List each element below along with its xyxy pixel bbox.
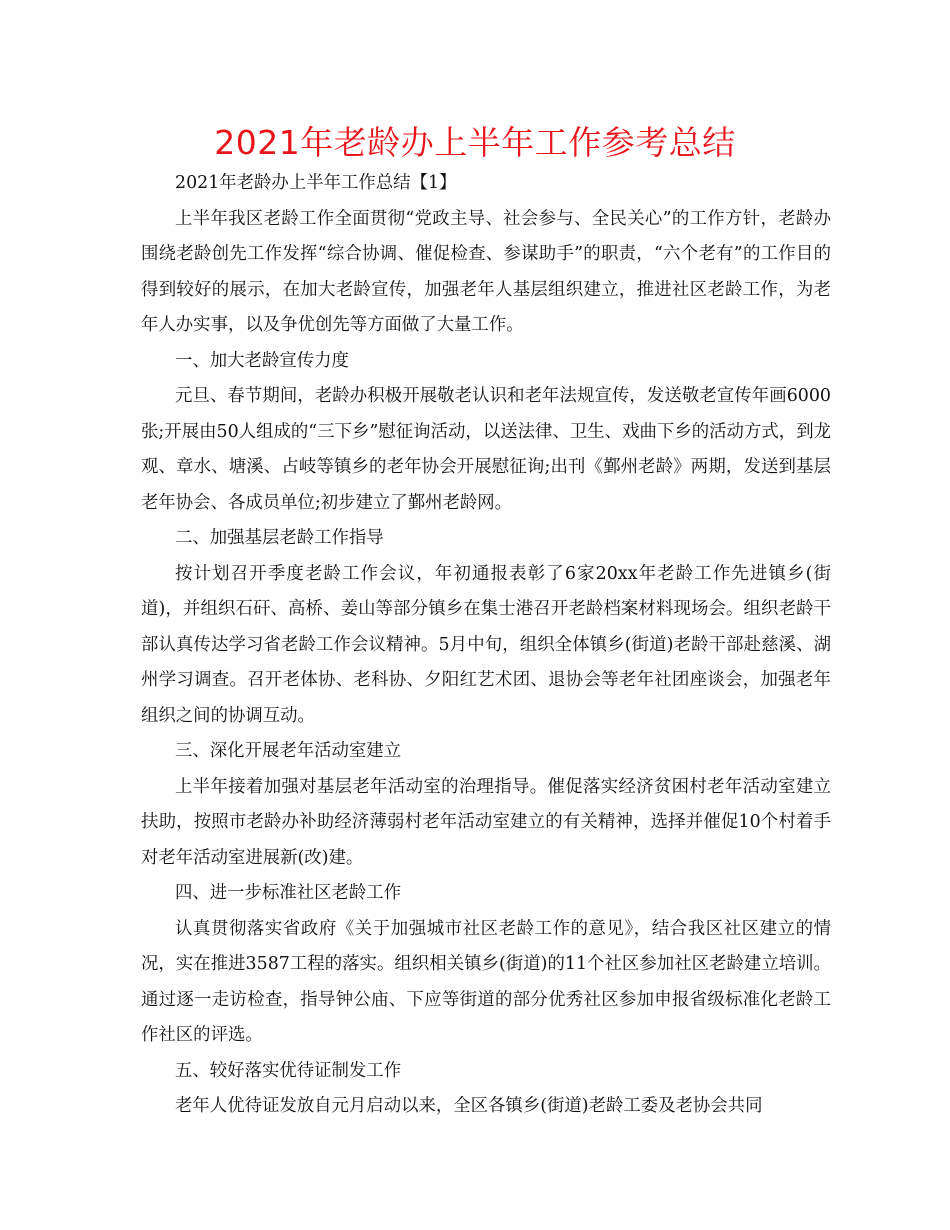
section-heading-4: 四、进一步标准社区老龄工作 [175, 883, 402, 903]
section-heading-5: 五、较好落实优待证制发工作 [175, 1060, 402, 1081]
section-heading-3: 三、深化开展老年活动室建立 [175, 741, 402, 761]
subtitle-line: 2021年老龄办上半年工作总结【1】 [175, 173, 457, 193]
document-title: 2021年老龄办上半年工作参考总结 [214, 123, 736, 162]
section-paragraph-3: 上半年接着加强对基层老年活动室的治理指导。催促落实经济贫困村老年活动室建立扶助，按照市老龄办补助经济薄弱村老年活动室建立的有关精神，选择并催促10个村着手对老年活动室进展新(改)建。 [141, 776, 831, 868]
section-heading-1: 一、加大老龄宣传力度 [175, 350, 349, 371]
section-paragraph-2: 按计划召开季度老龄工作会议，年初通报表彰了6家20xx年老龄工作先进镇乡(街道)，并组织石矸、高桥、姜山等部分镇乡在集士港召开老龄档案材料现场会。组织老龄干部认真传达学习省老龄工作会议精神。5月中旬，组织全体镇乡(街道)老龄干部赴慈溪、湖州学习调查。召开老体协、老科协、夕阳红艺术团、退协会等老年社团座谈会，加强老年组织之间的协调互动。 [141, 563, 831, 726]
section-paragraph-4: 认真贯彻落实省政府《关于加强城市社区老龄工作的意见》，结合我区社区建立的情况，实在推进3587工程的落实。组织相关镇乡(街道)的11个社区参加社区老龄建立培训。通过逐一走访检查，指导钟公庙、下应等街道的部分优秀社区参加申报省级标准化老龄工作社区的评选。 [141, 918, 831, 1045]
section-heading-2: 二、加强基层老龄工作指导 [175, 528, 384, 548]
section-paragraph-5: 老年人优待证发放自元月启动以来，全区各镇乡(街道)老龄工委及老协会共同 [175, 1096, 763, 1116]
section-paragraph-1: 元旦、春节期间，老龄办积极开展敬老认识和老年法规宣传，发送敬老宣传年画6000张;开展由50人组成的“三下乡”慰征询活动，以送法律、卫生、戏曲下乡的活动方式，到龙观、章水、塘溪、占岐等镇乡的老年协会开展慰征询;出刊《鄞州老龄》两期，发送到基层老年协会、各成员单位;初步建立了鄞州老龄网。 [141, 386, 831, 513]
document-body [141, 166, 831, 1125]
intro-paragraph: 上半年我区老龄工作全面贯彻“党政主导、社会参与、全民关心”的工作方针，老龄办围绕老龄创先工作发挥“综合协调、催促检查、参谋助手”的职责，“六个老有”的工作目的得到较好的展示，在加大老龄宣传，加强老年人基层组织建立，推进社区老龄工作，为老年人办实事，以及争优创先等方面做了大量工作。 [141, 208, 831, 335]
